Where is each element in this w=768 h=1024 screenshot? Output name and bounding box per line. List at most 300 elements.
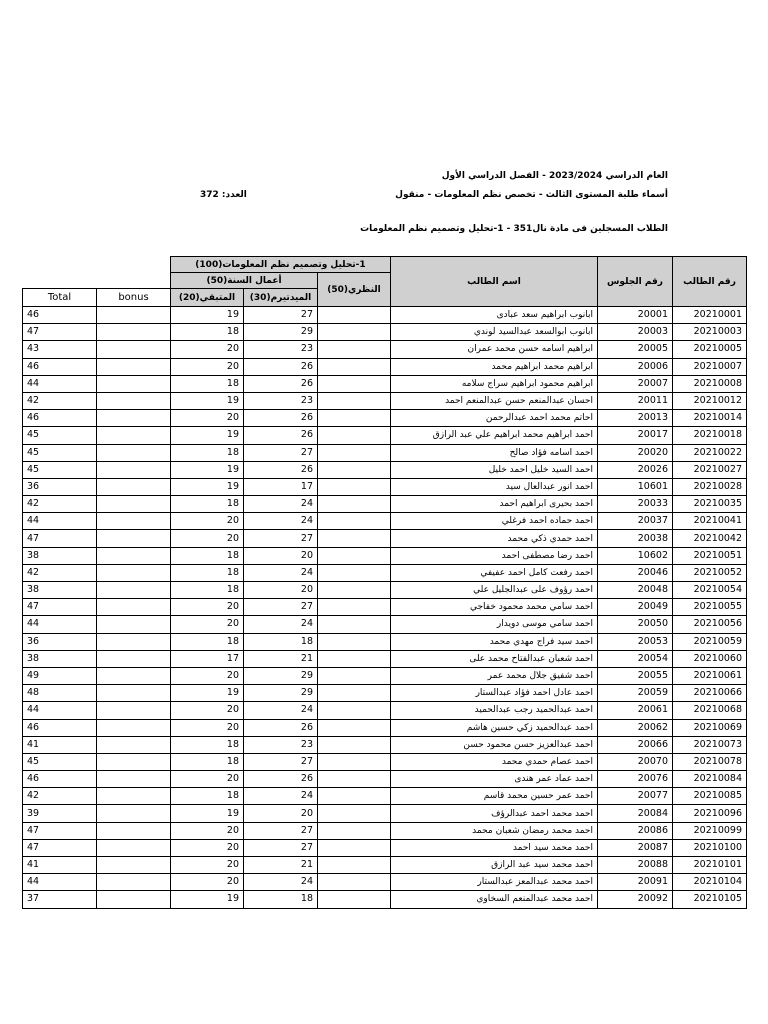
cell-seat-number: 20046	[598, 564, 673, 581]
table-body	[23, 307, 747, 909]
cell-student-id: 20210014	[673, 410, 747, 427]
table-row	[23, 857, 747, 874]
cell-remaining: 20	[171, 358, 244, 375]
cell-remaining: 20	[171, 822, 244, 839]
col-header-remaining: المتبقي(20)	[171, 289, 244, 307]
cell-seat-number: 20037	[598, 513, 673, 530]
cell-student-name: احمد عبدالحميد رجب عبدالحميد	[391, 702, 598, 719]
cell-total: 36	[23, 633, 97, 650]
cell-seat-number: 20053	[598, 633, 673, 650]
cell-seat-number: 20055	[598, 667, 673, 684]
cell-student-id: 20210042	[673, 530, 747, 547]
cell-bonus	[97, 341, 171, 358]
cell-bonus	[97, 427, 171, 444]
cell-seat-number: 20092	[598, 891, 673, 908]
table-row	[23, 822, 747, 839]
table-row	[23, 805, 747, 822]
cell-remaining: 18	[171, 564, 244, 581]
course-registration-heading: الطلاب المسجلين فى مادة نال351 - 1-تحليل وتصميم نظم المعلومات	[360, 224, 668, 234]
cell-remaining: 18	[171, 444, 244, 461]
cell-remaining: 19	[171, 461, 244, 478]
cell-student-name: احمد حمدي ذكي محمد	[391, 530, 598, 547]
cell-midterm: 29	[244, 667, 318, 684]
cell-midterm: 18	[244, 633, 318, 650]
cell-bonus	[97, 891, 171, 908]
cell-remaining: 20	[171, 599, 244, 616]
cell-bonus	[97, 410, 171, 427]
cell-student-id: 20210012	[673, 392, 747, 409]
cell-bonus	[97, 805, 171, 822]
cell-remaining: 20	[171, 719, 244, 736]
cell-student-id: 20210028	[673, 478, 747, 495]
cell-student-id: 20210027	[673, 461, 747, 478]
cell-midterm: 26	[244, 358, 318, 375]
cell-student-id: 20210061	[673, 667, 747, 684]
cell-bonus	[97, 478, 171, 495]
cell-student-id: 20210060	[673, 650, 747, 667]
cell-bonus	[97, 547, 171, 564]
cell-remaining: 19	[171, 685, 244, 702]
cell-theory	[318, 444, 391, 461]
cell-remaining: 20	[171, 667, 244, 684]
cell-midterm: 24	[244, 702, 318, 719]
cell-remaining: 20	[171, 530, 244, 547]
cell-remaining: 18	[171, 736, 244, 753]
cell-bonus	[97, 719, 171, 736]
cell-student-id: 20210005	[673, 341, 747, 358]
cell-student-id: 20210054	[673, 582, 747, 599]
cell-midterm: 23	[244, 736, 318, 753]
cell-midterm: 26	[244, 771, 318, 788]
col-header-seat-number: رقم الجلوس	[598, 257, 673, 307]
col-header-student-name: اسم الطالب	[391, 257, 598, 307]
cell-student-name: احمد انور عبدالعال سيد	[391, 478, 598, 495]
cell-student-name: احمد السيد خليل احمد خليل	[391, 461, 598, 478]
table-row	[23, 307, 747, 324]
cell-theory	[318, 375, 391, 392]
cell-theory	[318, 891, 391, 908]
cell-theory	[318, 496, 391, 513]
cell-student-name: احمد سامي موسى دويدار	[391, 616, 598, 633]
cell-total: 47	[23, 530, 97, 547]
cell-theory	[318, 324, 391, 341]
cell-midterm: 20	[244, 547, 318, 564]
table-row	[23, 358, 747, 375]
cell-seat-number: 20026	[598, 461, 673, 478]
cell-seat-number: 20017	[598, 427, 673, 444]
table-row	[23, 564, 747, 581]
col-header-total: Total	[23, 289, 97, 307]
cell-midterm: 24	[244, 564, 318, 581]
cell-student-name: احمد عبدالحميد زكي حسين هاشم	[391, 719, 598, 736]
cell-theory	[318, 478, 391, 495]
cell-seat-number: 20006	[598, 358, 673, 375]
cell-theory	[318, 650, 391, 667]
cell-student-name: احمد عادل احمد فؤاد عبدالستار	[391, 685, 598, 702]
cell-seat-number: 10601	[598, 478, 673, 495]
cell-total: 47	[23, 599, 97, 616]
cell-student-id: 20210084	[673, 771, 747, 788]
cell-student-id: 20210078	[673, 753, 747, 770]
cell-student-id: 20210101	[673, 857, 747, 874]
cell-student-id: 20210035	[673, 496, 747, 513]
table-row	[23, 478, 747, 495]
cell-midterm: 24	[244, 616, 318, 633]
cell-seat-number: 20038	[598, 530, 673, 547]
col-header-course: 1-تحليل وتصميم نظم المعلومات(100)	[171, 257, 391, 273]
table-row	[23, 444, 747, 461]
cell-bonus	[97, 564, 171, 581]
cell-midterm: 21	[244, 650, 318, 667]
table-row	[23, 461, 747, 478]
cell-midterm: 24	[244, 874, 318, 891]
cell-theory	[318, 822, 391, 839]
cell-student-id: 20210022	[673, 444, 747, 461]
cell-bonus	[97, 616, 171, 633]
cell-student-id: 20210105	[673, 891, 747, 908]
cell-remaining: 18	[171, 496, 244, 513]
cell-theory	[318, 753, 391, 770]
cell-bonus	[97, 650, 171, 667]
cell-bonus	[97, 857, 171, 874]
cell-seat-number: 20066	[598, 736, 673, 753]
table-row	[23, 753, 747, 770]
cell-theory	[318, 358, 391, 375]
cell-student-name: احاتم محمد احمد عبدالرحمن	[391, 410, 598, 427]
cell-midterm: 27	[244, 530, 318, 547]
cell-seat-number: 20033	[598, 496, 673, 513]
cell-total: 47	[23, 324, 97, 341]
cell-remaining: 18	[171, 633, 244, 650]
cell-theory	[318, 410, 391, 427]
table-row	[23, 685, 747, 702]
cell-midterm: 18	[244, 891, 318, 908]
table-row	[23, 530, 747, 547]
cell-bonus	[97, 530, 171, 547]
cell-bonus	[97, 324, 171, 341]
cell-total: 45	[23, 461, 97, 478]
table-row	[23, 616, 747, 633]
cell-bonus	[97, 496, 171, 513]
cell-total: 38	[23, 547, 97, 564]
cell-bonus	[97, 307, 171, 324]
cell-student-name: احمد اسامه فؤاد صالح	[391, 444, 598, 461]
cell-student-id: 20210041	[673, 513, 747, 530]
cell-seat-number: 20007	[598, 375, 673, 392]
cell-bonus	[97, 599, 171, 616]
table-header	[23, 257, 747, 307]
cell-total: 41	[23, 736, 97, 753]
cell-midterm: 27	[244, 307, 318, 324]
cell-theory	[318, 805, 391, 822]
cell-student-name: احمد محمد رمضان شعبان محمد	[391, 822, 598, 839]
cell-total: 36	[23, 478, 97, 495]
cell-midterm: 29	[244, 324, 318, 341]
cell-midterm: 27	[244, 839, 318, 856]
cell-seat-number: 20077	[598, 788, 673, 805]
cell-student-name: ابراهيم محمد ابراهيم محمد	[391, 358, 598, 375]
table-row	[23, 667, 747, 684]
cell-bonus	[97, 513, 171, 530]
cell-total: 44	[23, 616, 97, 633]
cell-bonus	[97, 753, 171, 770]
cell-theory	[318, 702, 391, 719]
cell-total: 45	[23, 753, 97, 770]
cell-bonus	[97, 771, 171, 788]
table-row	[23, 736, 747, 753]
cell-remaining: 19	[171, 891, 244, 908]
cell-remaining: 20	[171, 616, 244, 633]
cell-midterm: 29	[244, 685, 318, 702]
cell-bonus	[97, 702, 171, 719]
cell-student-id: 20210069	[673, 719, 747, 736]
cell-total: 46	[23, 358, 97, 375]
cell-theory	[318, 392, 391, 409]
cell-seat-number: 20076	[598, 771, 673, 788]
cell-student-name: ابانوب ابراهيم سعد عبادى	[391, 307, 598, 324]
cell-seat-number: 20062	[598, 719, 673, 736]
cell-total: 43	[23, 341, 97, 358]
cell-remaining: 19	[171, 427, 244, 444]
cell-theory	[318, 616, 391, 633]
cell-total: 46	[23, 719, 97, 736]
cell-midterm: 20	[244, 582, 318, 599]
cell-midterm: 26	[244, 719, 318, 736]
cell-student-id: 20210100	[673, 839, 747, 856]
table-row	[23, 839, 747, 856]
cell-theory	[318, 530, 391, 547]
cell-student-name: احمد سامي محمد محمود خفاجي	[391, 599, 598, 616]
cell-theory	[318, 513, 391, 530]
cell-midterm: 24	[244, 513, 318, 530]
cell-remaining: 20	[171, 410, 244, 427]
cell-remaining: 18	[171, 753, 244, 770]
cell-student-id: 20210096	[673, 805, 747, 822]
table-row	[23, 633, 747, 650]
table-row	[23, 788, 747, 805]
cell-seat-number: 20086	[598, 822, 673, 839]
cell-total: 38	[23, 650, 97, 667]
cell-student-name: احمد رفعت كامل احمد عفيفي	[391, 564, 598, 581]
cell-remaining: 17	[171, 650, 244, 667]
cell-theory	[318, 307, 391, 324]
cell-student-name: ابراهيم اسامه حسن محمد عمران	[391, 341, 598, 358]
cell-bonus	[97, 358, 171, 375]
table-row	[23, 392, 747, 409]
cell-student-name: احمد شفيق جلال محمد عمر	[391, 667, 598, 684]
cell-theory	[318, 719, 391, 736]
cell-seat-number: 20020	[598, 444, 673, 461]
cell-total: 42	[23, 788, 97, 805]
cell-remaining: 18	[171, 582, 244, 599]
cell-total: 42	[23, 564, 97, 581]
table-row	[23, 891, 747, 908]
cell-theory	[318, 633, 391, 650]
col-header-bonus: bonus	[97, 289, 171, 307]
cell-student-name: احمد شعبان عبدالفتاح محمد على	[391, 650, 598, 667]
cell-bonus	[97, 375, 171, 392]
cell-total: 44	[23, 375, 97, 392]
cell-total: 39	[23, 805, 97, 822]
cell-midterm: 20	[244, 805, 318, 822]
cell-total: 45	[23, 444, 97, 461]
cell-total: 46	[23, 307, 97, 324]
cell-student-id: 20210066	[673, 685, 747, 702]
cell-remaining: 18	[171, 375, 244, 392]
cell-student-id: 20210068	[673, 702, 747, 719]
cell-bonus	[97, 839, 171, 856]
cell-total: 49	[23, 667, 97, 684]
cell-midterm: 26	[244, 410, 318, 427]
cell-theory	[318, 667, 391, 684]
cell-seat-number: 20048	[598, 582, 673, 599]
cell-remaining: 20	[171, 702, 244, 719]
cell-seat-number: 20061	[598, 702, 673, 719]
table-row	[23, 771, 747, 788]
cell-student-name: احمد رضا مصطفى احمد	[391, 547, 598, 564]
cell-bonus	[97, 736, 171, 753]
table-row	[23, 547, 747, 564]
cell-student-id: 20210056	[673, 616, 747, 633]
cell-seat-number: 20050	[598, 616, 673, 633]
cell-student-id: 20210008	[673, 375, 747, 392]
cell-remaining: 19	[171, 478, 244, 495]
cell-student-id: 20210003	[673, 324, 747, 341]
cell-total: 38	[23, 582, 97, 599]
cell-midterm: 27	[244, 822, 318, 839]
cell-theory	[318, 685, 391, 702]
cell-remaining: 20	[171, 513, 244, 530]
table-row	[23, 410, 747, 427]
cell-student-id: 20210051	[673, 547, 747, 564]
cell-student-name: احمد محمد عبدالمنعم السخاوي	[391, 891, 598, 908]
cell-total: 42	[23, 496, 97, 513]
cell-bonus	[97, 874, 171, 891]
cell-total: 44	[23, 513, 97, 530]
cell-student-name: احمد سيد فراج مهدي محمد	[391, 633, 598, 650]
cell-student-name: احمد عمر حسين محمد قاسم	[391, 788, 598, 805]
cell-theory	[318, 547, 391, 564]
cell-student-id: 20210007	[673, 358, 747, 375]
cell-total: 37	[23, 891, 97, 908]
cell-remaining: 19	[171, 392, 244, 409]
cell-total: 42	[23, 392, 97, 409]
cell-theory	[318, 582, 391, 599]
cell-seat-number: 20001	[598, 307, 673, 324]
table-row	[23, 341, 747, 358]
header-empty-corner	[23, 257, 171, 289]
cell-student-name: احمد محمد سيد احمد	[391, 839, 598, 856]
cell-seat-number: 20049	[598, 599, 673, 616]
cell-seat-number: 20091	[598, 874, 673, 891]
cell-bonus	[97, 685, 171, 702]
cell-seat-number: 20084	[598, 805, 673, 822]
cell-theory	[318, 341, 391, 358]
cell-total: 48	[23, 685, 97, 702]
cell-seat-number: 20088	[598, 857, 673, 874]
cell-seat-number: 20003	[598, 324, 673, 341]
table-row	[23, 496, 747, 513]
cell-remaining: 18	[171, 547, 244, 564]
cell-seat-number: 20087	[598, 839, 673, 856]
cell-theory	[318, 857, 391, 874]
table-row	[23, 599, 747, 616]
table-row	[23, 719, 747, 736]
cell-remaining: 20	[171, 874, 244, 891]
table-row	[23, 324, 747, 341]
cell-midterm: 27	[244, 599, 318, 616]
cell-student-name: احمد حماده احمد فرغلي	[391, 513, 598, 530]
cell-midterm: 17	[244, 478, 318, 495]
col-header-year-work: أعمال السنة(50)	[171, 273, 318, 289]
cell-student-id: 20210099	[673, 822, 747, 839]
cell-student-name: احمد محمد عبدالمعز عبدالستار	[391, 874, 598, 891]
cell-seat-number: 20011	[598, 392, 673, 409]
cell-student-name: احمد بحيرى ابراهيم احمد	[391, 496, 598, 513]
col-header-midterm: الميدتيرم(30)	[244, 289, 318, 307]
cell-student-name: ابراهيم محمود ابراهيم سراج سلامه	[391, 375, 598, 392]
student-count: العدد: 372	[200, 190, 247, 200]
page-heading-level-specialization: أسماء طلبة المستوى الثالث - تخصص نظم المعلومات - منقول	[395, 190, 668, 200]
cell-midterm: 24	[244, 496, 318, 513]
cell-student-name: احمد رؤوف على عبدالجليل علي	[391, 582, 598, 599]
cell-total: 46	[23, 771, 97, 788]
cell-theory	[318, 839, 391, 856]
cell-student-id: 20210104	[673, 874, 747, 891]
cell-midterm: 23	[244, 341, 318, 358]
table-row	[23, 375, 747, 392]
cell-midterm: 24	[244, 788, 318, 805]
cell-student-name: احسان عبدالمنعم حسن عبدالمنعم احمد	[391, 392, 598, 409]
cell-student-name: احمد عبدالعزيز حسن محمود حسن	[391, 736, 598, 753]
cell-bonus	[97, 582, 171, 599]
cell-midterm: 23	[244, 392, 318, 409]
cell-remaining: 20	[171, 771, 244, 788]
cell-theory	[318, 564, 391, 581]
cell-total: 45	[23, 427, 97, 444]
cell-theory	[318, 461, 391, 478]
cell-theory	[318, 599, 391, 616]
cell-bonus	[97, 392, 171, 409]
col-header-student-id: رقم الطالب	[673, 257, 747, 307]
cell-seat-number: 20054	[598, 650, 673, 667]
cell-total: 47	[23, 822, 97, 839]
cell-remaining: 19	[171, 805, 244, 822]
cell-student-id: 20210059	[673, 633, 747, 650]
cell-seat-number: 20005	[598, 341, 673, 358]
cell-theory	[318, 427, 391, 444]
cell-student-name: ابانوب ابوالسعد عبدالسيد لوندي	[391, 324, 598, 341]
cell-student-name: احمد محمد احمد عبدالرؤف	[391, 805, 598, 822]
cell-student-id: 20210052	[673, 564, 747, 581]
cell-student-name: احمد عصام حمدي محمد	[391, 753, 598, 770]
table-row	[23, 427, 747, 444]
cell-midterm: 27	[244, 444, 318, 461]
cell-remaining: 18	[171, 788, 244, 805]
table-row	[23, 513, 747, 530]
cell-student-name: احمد عماد عمر هندى	[391, 771, 598, 788]
cell-student-id: 20210001	[673, 307, 747, 324]
cell-total: 44	[23, 874, 97, 891]
cell-remaining: 20	[171, 857, 244, 874]
cell-total: 41	[23, 857, 97, 874]
cell-bonus	[97, 461, 171, 478]
table-row	[23, 582, 747, 599]
cell-midterm: 27	[244, 753, 318, 770]
cell-student-id: 20210018	[673, 427, 747, 444]
cell-bonus	[97, 633, 171, 650]
cell-theory	[318, 788, 391, 805]
